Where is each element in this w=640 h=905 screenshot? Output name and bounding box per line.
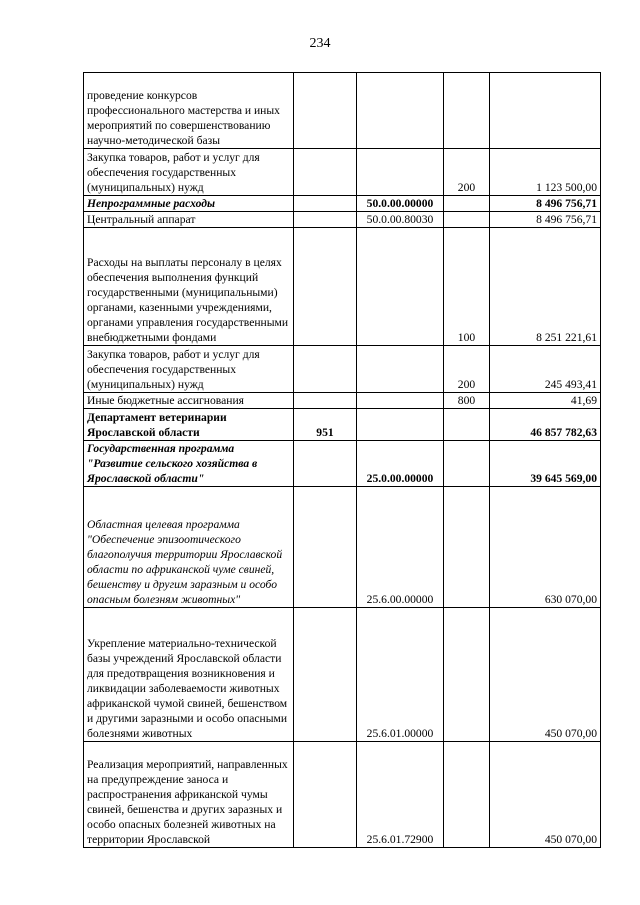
amount-cell: 41,69 xyxy=(490,393,601,409)
target-code-cell xyxy=(357,409,444,441)
target-code-cell: 25.6.00.00000 xyxy=(357,487,444,608)
expense-type-cell xyxy=(444,196,490,212)
expense-type-cell xyxy=(444,212,490,228)
row-name-cell xyxy=(84,409,294,441)
row-name: Областная целевая программа "Обеспечение эпизоотического благополучия территории Ярославской области по африканской чуме свиней, бешенству и другим заразным и особо опасным болезням животных" xyxy=(87,518,283,606)
ministry-cell xyxy=(294,608,357,742)
row-name-cell xyxy=(84,608,294,742)
expense-type-cell xyxy=(444,409,490,441)
amount-cell: 8 496 756,71 xyxy=(490,196,601,212)
table-row xyxy=(84,149,601,196)
expense-type-cell: 100 xyxy=(444,228,490,346)
ministry-cell xyxy=(294,212,357,228)
row-name: Закупка товаров, работ и услуг для обеспечения государственных (муниципальных) нужд xyxy=(87,151,260,194)
target-code-cell: 25.6.01.00000 xyxy=(357,608,444,742)
row-name: проведение конкурсов профессионального мастерства и иных мероприятий по совершенствованию научно-методической базы xyxy=(87,89,280,147)
amount-cell xyxy=(490,73,601,149)
amount-cell: 46 857 782,63 xyxy=(490,409,601,441)
amount-cell: 450 070,00 xyxy=(490,608,601,742)
ministry-cell xyxy=(294,346,357,393)
ministry-cell: 951 xyxy=(294,409,357,441)
amount-cell: 8 496 756,71 xyxy=(490,212,601,228)
expense-type-cell xyxy=(444,73,490,149)
expense-type-cell xyxy=(444,487,490,608)
ministry-cell xyxy=(294,73,357,149)
target-code-cell xyxy=(357,346,444,393)
row-name: Непрограммные расходы xyxy=(87,197,216,210)
ministry-cell xyxy=(294,441,357,487)
table-row xyxy=(84,441,601,487)
page-number: 234 xyxy=(309,36,331,51)
table-row xyxy=(84,742,601,848)
row-name: Закупка товаров, работ и услуг для обеспечения государственных (муниципальных) нужд xyxy=(87,348,260,391)
target-code-cell: 50.0.00.80030 xyxy=(357,212,444,228)
row-name-cell xyxy=(84,742,294,848)
ministry-cell xyxy=(294,742,357,848)
table-row xyxy=(84,393,601,409)
row-name-cell xyxy=(84,346,294,393)
amount-cell: 245 493,41 xyxy=(490,346,601,393)
table-row xyxy=(84,196,601,212)
row-name-cell xyxy=(84,196,294,212)
row-name: Центральный аппарат xyxy=(87,213,196,226)
amount-cell: 39 645 569,00 xyxy=(490,441,601,487)
row-name: Иные бюджетные ассигнования xyxy=(87,394,244,407)
table-row xyxy=(84,212,601,228)
target-code-cell: 50.0.00.00000 xyxy=(357,196,444,212)
row-name-cell xyxy=(84,73,294,149)
target-code-cell: 25.6.01.72900 xyxy=(357,742,444,848)
row-name-cell xyxy=(84,149,294,196)
ministry-cell xyxy=(294,228,357,346)
ministry-cell xyxy=(294,487,357,608)
target-code-cell: 25.0.00.00000 xyxy=(357,441,444,487)
target-code-cell xyxy=(357,149,444,196)
expense-type-cell xyxy=(444,441,490,487)
target-code-cell xyxy=(357,393,444,409)
table-row xyxy=(84,409,601,441)
ministry-cell xyxy=(294,149,357,196)
table-row xyxy=(84,487,601,608)
row-name: Департамент ветеринарии Ярославской области xyxy=(87,411,227,439)
table-row xyxy=(84,73,601,149)
expense-type-cell xyxy=(444,742,490,848)
row-name-cell xyxy=(84,212,294,228)
expense-type-cell: 200 xyxy=(444,346,490,393)
expense-type-cell: 800 xyxy=(444,393,490,409)
amount-cell: 630 070,00 xyxy=(490,487,601,608)
row-name-cell xyxy=(84,228,294,346)
expense-type-cell xyxy=(444,608,490,742)
ministry-cell xyxy=(294,393,357,409)
budget-table xyxy=(83,72,601,848)
amount-cell: 1 123 500,00 xyxy=(490,149,601,196)
table-row xyxy=(84,608,601,742)
target-code-cell xyxy=(357,228,444,346)
amount-cell: 8 251 221,61 xyxy=(490,228,601,346)
row-name: Государственная программа "Развитие сельского хозяйства в Ярославской области" xyxy=(87,442,258,485)
target-code-cell xyxy=(357,73,444,149)
row-name-cell xyxy=(84,487,294,608)
amount-cell: 450 070,00 xyxy=(490,742,601,848)
row-name-cell xyxy=(84,441,294,487)
row-name-cell xyxy=(84,393,294,409)
table-row xyxy=(84,346,601,393)
expense-type-cell: 200 xyxy=(444,149,490,196)
row-name: Укрепление материально-технической базы учреждений Ярославской области для предотвращения возникновения и ликвидации заболеваемости животных африканской чумой свиней, бешенством и другими заразными и особо опасными болезнями животных xyxy=(87,637,288,740)
ministry-cell xyxy=(294,196,357,212)
table-row xyxy=(84,228,601,346)
row-name: Реализация мероприятий, направленных на предупреждение заноса и распространения африканской чумы свиней, бешенства и других заразных и особо опасных болезней животных на территории Ярославской xyxy=(87,758,288,846)
row-name: Расходы на выплаты персоналу в целях обеспечения выполнения функций государственными (муниципальными) органами, казенными учреждениями, органами управления государственными внебюджетными фондами xyxy=(87,256,289,344)
